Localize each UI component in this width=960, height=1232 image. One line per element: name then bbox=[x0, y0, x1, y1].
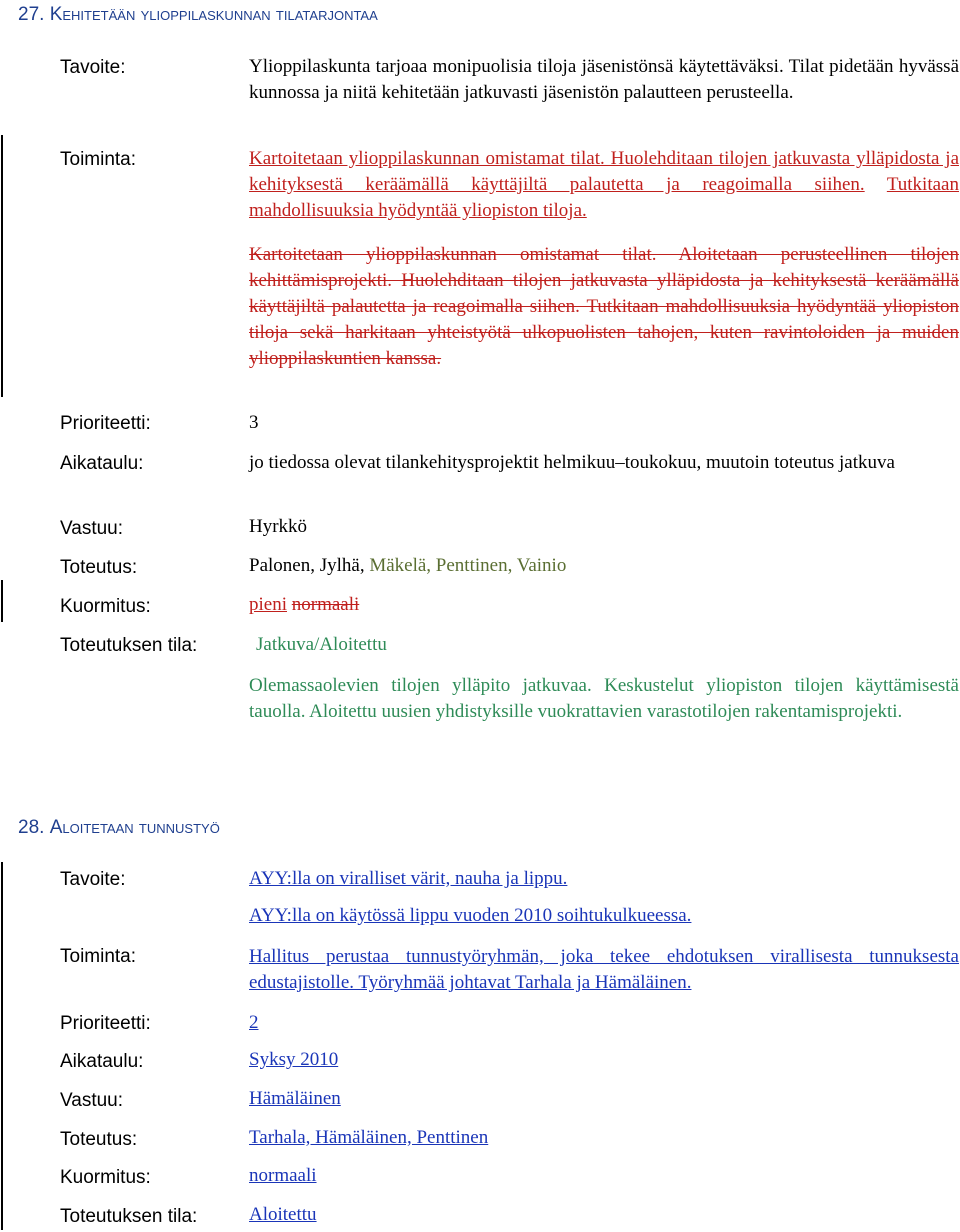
vastuu-label: Vastuu: bbox=[60, 1090, 124, 1111]
tila-value: Aloitettu bbox=[249, 1204, 317, 1225]
toiminta-text: Hallitus perustaa tunnustyöryhmän, joka tekee ehdotuksen virallisesta tunnuksesta edustajistolle. Työryhmää johtavat Tarhala ja Hämäläinen. bbox=[249, 946, 959, 993]
prioriteetti-value: 2 bbox=[249, 1012, 259, 1033]
prioriteetti-label: Prioriteetti: bbox=[60, 1013, 151, 1034]
toiminta-inserted: Kartoitetaan ylioppilaskunnan omistamat tilat. Huolehditaan tilojen jatkuvasta ylläpidosta ja kehityksestä keräämällä käyttäjiltä palautetta ja reagoimalla siihen. bbox=[249, 148, 959, 195]
toiminta-deleted: Kartoitetaan ylioppilaskunnan omistamat tilat. Aloitetaan perusteellinen tilojen kehittämisprojekti. Huolehditaan tilojen jatkuvasta ylläpidosta ja kehityksestä keräämällä käyttäjiltä palautetta ja reagoimalla siihen. Tutkitaan mahdollisuuksia hyödyntää yliopiston tiloja sekä harkitaan yhteistyötä ulkopuolisten tahojen, kuten ravintoloiden ja muiden ylioppilaskuntien kanssa. bbox=[249, 244, 959, 369]
change-bar bbox=[1, 135, 3, 397]
section-28-heading bbox=[18, 817, 220, 839]
toiminta-label: Toiminta: bbox=[60, 149, 137, 170]
vastuu-label: Vastuu: bbox=[60, 518, 124, 539]
aikataulu-value: jo tiedossa olevat tilankehitysprojektit helmikuu–toukokuu, muutoin toteutus jatkuva bbox=[249, 452, 895, 473]
toteutus-value: Tarhala, Hämäläinen, Penttinen bbox=[249, 1127, 489, 1148]
tila-label: Toteutuksen tila: bbox=[60, 1206, 198, 1227]
prioriteetti-label: Prioriteetti: bbox=[60, 413, 151, 434]
kuormitus-inserted: pieni bbox=[249, 594, 287, 615]
toiminta-label: Toiminta: bbox=[60, 946, 137, 967]
tila-value: Jatkuva/Aloitettu bbox=[256, 634, 387, 655]
aikataulu-label: Aikataulu: bbox=[60, 453, 144, 474]
change-bar bbox=[1, 862, 3, 1230]
tavoite-text: Ylioppilaskunta tarjoaa monipuolisia tiloja jäsenistönsä käytettäväksi. Tilat pidetään hyvässä kunnossa ja niitä kehitetään jatkuvasti jäsenistön palautteen perusteella. bbox=[249, 56, 959, 103]
tila-label: Toteutuksen tila: bbox=[60, 635, 198, 656]
aikataulu-label: Aikataulu: bbox=[60, 1051, 144, 1072]
vastuu-value: Hyrkkö bbox=[249, 516, 308, 537]
aikataulu-value: Syksy 2010 bbox=[249, 1049, 339, 1070]
section-title: Kehitetään ylioppilaskunnan tilatarjontaa bbox=[49, 4, 378, 25]
vastuu-value: Hämäläinen bbox=[249, 1088, 341, 1109]
toiminta-text bbox=[249, 146, 959, 224]
kuormitus-value: normaali bbox=[249, 1165, 317, 1186]
tila-note: Olemassaolevien tilojen ylläpito jatkuvaa. Keskustelut yliopiston tilojen käyttämisestä tauolla. Aloitettu uusien yhdistyksille vuokrattavien varastotilojen rakentamisprojekti. bbox=[249, 675, 959, 722]
toiminta-inserted-2: Tutkitaan mahdollisuuksia hyödyntää yliopiston tiloja. bbox=[249, 174, 959, 221]
toteutus-label: Toteutus: bbox=[60, 557, 138, 578]
section-number: 27. bbox=[18, 4, 45, 25]
kuormitus-label: Kuormitus: bbox=[60, 596, 151, 617]
tavoite-label: Tavoite: bbox=[60, 869, 126, 890]
tavoite-label: Tavoite: bbox=[60, 57, 126, 78]
kuormitus-deleted: normaali bbox=[291, 594, 360, 615]
tavoite-text-1: AYY:lla on viralliset värit, nauha ja lippu. bbox=[249, 868, 568, 889]
section-27-heading bbox=[18, 4, 378, 26]
kuormitus-label: Kuormitus: bbox=[60, 1167, 151, 1188]
toteutus-label: Toteutus: bbox=[60, 1129, 138, 1150]
toteutus-value: Palonen, Jylhä, Mäkelä, Penttinen, Vainio bbox=[249, 555, 567, 576]
tavoite-text-2: AYY:lla on käytössä lippu vuoden 2010 soihtukulkueessa. bbox=[249, 905, 692, 926]
prioriteetti-value: 3 bbox=[249, 412, 259, 433]
section-number: 28. bbox=[18, 817, 45, 838]
section-title: Aloitetaan tunnustyö bbox=[49, 817, 220, 838]
kuormitus-value bbox=[249, 594, 359, 616]
change-bar bbox=[1, 580, 3, 622]
